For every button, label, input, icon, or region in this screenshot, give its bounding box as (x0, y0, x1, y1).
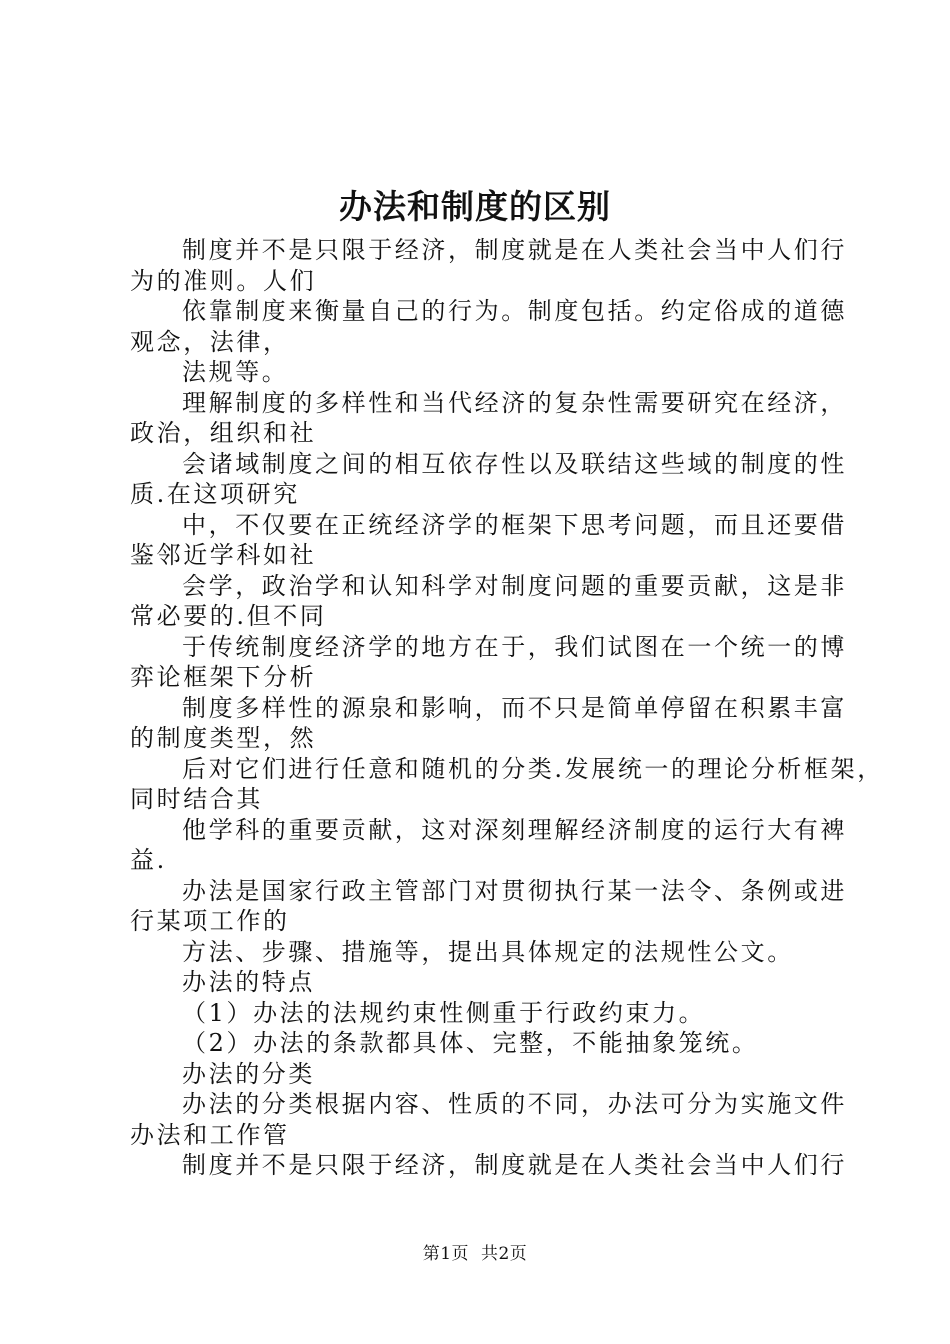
paragraph (130, 388, 847, 449)
paragraph-line: 理解制度的多样性和当代经济的复杂性需要研究在经济， (182, 388, 847, 417)
paragraph (130, 1089, 847, 1150)
paragraph-line-continuation: 鉴邻近学科如社 (130, 541, 317, 569)
paragraph-line: 方法、步骤、措施等，提出具体规定的法规性公文。 (182, 937, 794, 966)
paragraph-line: （2）办法的条款都具体、完整，不能抽象笼统。 (182, 1029, 759, 1057)
paragraph-line: 后对它们进行任意和随机的分类.发展统一的理论分析框架， (182, 754, 884, 783)
page-footer (0, 1242, 950, 1266)
paragraph-line: 中，不仅要在正统经济学的框架下思考问题，而且还要借 (182, 510, 847, 539)
page-number: 第1页 (422, 1244, 470, 1264)
paragraph-line-continuation: 行某项工作的 (130, 907, 290, 935)
paragraph (130, 1028, 840, 1059)
paragraph (130, 571, 847, 632)
paragraph-line-continuation: 为的准则。人们 (130, 266, 317, 295)
paragraph-line: 会学，政治学和认知科学对制度问题的重要贡献，这是非 (182, 571, 847, 600)
paragraph (130, 449, 847, 510)
paragraph (130, 1059, 840, 1090)
paragraph-line-continuation: 的制度类型，然 (130, 724, 317, 752)
paragraph (130, 357, 840, 388)
paragraph-line: 制度并不是只限于经济，制度就是在人类社会当中人们行 (182, 236, 847, 264)
paragraph (130, 296, 847, 357)
paragraph-line: 依靠制度来衡量自己的行为。制度包括。约定俗成的道德 (182, 297, 847, 325)
paragraph (130, 937, 840, 968)
paragraph-line: 于传统制度经济学的地方在于，我们试图在一个统一的博 (182, 632, 847, 661)
paragraph-line: （1）办法的法规约束性侧重于行政约束力。 (182, 998, 706, 1027)
paragraph-line-continuation: 益. (130, 846, 167, 874)
paragraph (130, 998, 840, 1029)
paragraph-line-continuation: 观念，法律， (130, 327, 290, 356)
paragraph-line-continuation: 常必要的.但不同 (130, 602, 327, 630)
document-title: 办法和制度的区别 (339, 187, 611, 226)
paragraph-line-continuation: 政治，组织和社 (130, 419, 317, 447)
paragraph-line: 制度并不是只限于经济，制度就是在人类社会当中人们行 (182, 1151, 847, 1179)
paragraph-line: 办法是国家行政主管部门对贯彻执行某一法令、条例或进 (182, 876, 847, 905)
page-total: 共2页 (480, 1244, 528, 1264)
paragraph (130, 815, 847, 876)
paragraph-line-continuation: 质.在这项研究 (130, 480, 300, 508)
paragraph-line: 办法的特点 (182, 968, 315, 996)
paragraph-line-continuation: 办法和工作管 (130, 1120, 290, 1149)
paragraph (130, 1150, 847, 1181)
paragraph-line: 会诸域制度之间的相互依存性以及联结这些域的制度的性 (182, 449, 847, 478)
paragraph-line: 制度多样性的源泉和影响，而不只是简单停留在积累丰富 (182, 693, 847, 722)
paragraph (130, 632, 847, 693)
paragraph (130, 235, 847, 296)
paragraph (130, 693, 847, 754)
paragraph-line-continuation: 同时结合其 (130, 785, 263, 813)
paragraph-line: 他学科的重要贡献，这对深刻理解经济制度的运行大有裨 (182, 815, 847, 844)
document-body (130, 235, 884, 1181)
paragraph-line: 法规等。 (182, 358, 289, 386)
paragraph (130, 510, 847, 571)
paragraph (130, 754, 884, 815)
paragraph (130, 967, 840, 998)
paragraph-line: 办法的分类根据内容、性质的不同，办法可分为实施文件 (182, 1090, 847, 1118)
paragraph-line-continuation: 弈论框架下分析 (130, 663, 317, 691)
paragraph (130, 876, 847, 937)
paragraph-line: 办法的分类 (182, 1059, 315, 1088)
